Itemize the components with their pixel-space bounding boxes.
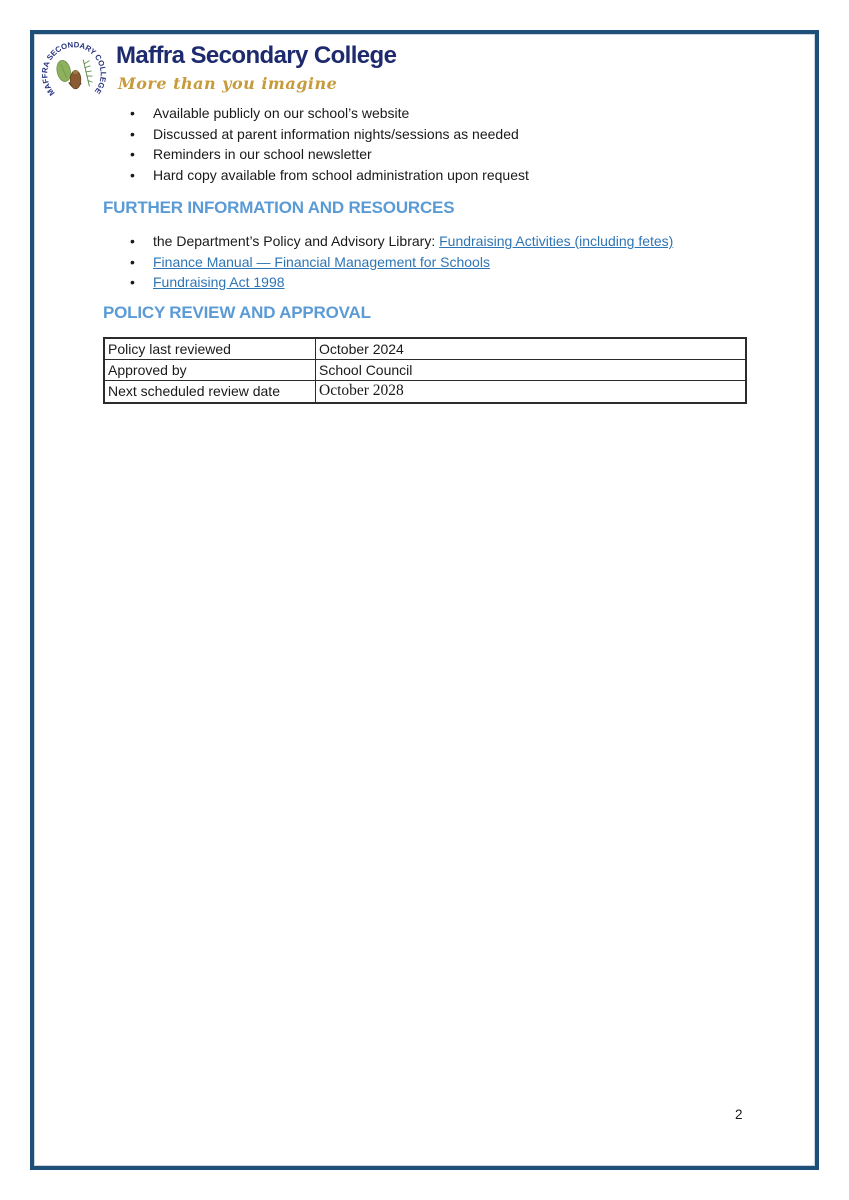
list-item — [130, 252, 770, 273]
row-label-next-review-date: Next scheduled review date — [104, 381, 316, 404]
list-item — [130, 231, 770, 252]
logo-ring-text: MAFFRA SECONDARY COLLEGE — [40, 40, 108, 98]
list-item — [130, 144, 730, 165]
row-label-policy-last-reviewed: Policy last reviewed — [104, 338, 316, 360]
list-item-text: Discussed at parent information nights/sessions as needed — [153, 125, 519, 142]
table-row — [104, 381, 746, 404]
table-row — [104, 338, 746, 360]
list-item — [130, 124, 730, 145]
list-item — [130, 103, 730, 124]
link-fundraising-activities[interactable]: Fundraising Activities (including fetes) — [439, 233, 674, 249]
page-number: 2 — [735, 1107, 743, 1122]
bullet-icon — [130, 124, 135, 145]
row-value-approved-by: School Council — [316, 360, 747, 381]
row-label-approved-by: Approved by — [104, 360, 316, 381]
list-item-text: the Department’s Policy and Advisory Library: — [153, 233, 440, 249]
list-item — [130, 165, 730, 186]
list-item-text: Reminders in our school newsletter — [153, 146, 372, 162]
list-item-text: Available publicly on our school’s website — [153, 105, 410, 121]
link-fundraising-act[interactable]: Fundraising Act 1998 — [153, 274, 285, 290]
row-value-policy-last-reviewed: October 2024 — [316, 338, 747, 360]
bullet-icon — [130, 252, 135, 273]
bullet-icon — [130, 272, 135, 293]
section-heading-further-information: FURTHER INFORMATION AND RESOURCES — [103, 198, 455, 217]
policy-review-table — [103, 337, 747, 404]
section-heading-policy-review: POLICY REVIEW AND APPROVAL — [103, 303, 371, 322]
bullet-icon — [130, 103, 135, 124]
list-item-text: Hard copy available from school administration upon request — [153, 166, 529, 183]
table-row — [104, 360, 746, 381]
row-value-next-review-date: October 2028 — [316, 381, 747, 404]
school-name-title: Maffra Secondary College — [116, 42, 397, 69]
resources-bullet-list — [130, 231, 770, 293]
distribution-bullet-list — [130, 103, 730, 185]
school-tagline: More than you imagine — [118, 74, 338, 93]
list-item — [130, 272, 770, 293]
bullet-icon — [130, 165, 135, 186]
bullet-icon — [130, 231, 135, 252]
link-finance-manual[interactable]: Finance Manual — Financial Management for Schools — [153, 253, 490, 270]
bullet-icon — [130, 144, 135, 165]
school-logo — [37, 37, 111, 109]
